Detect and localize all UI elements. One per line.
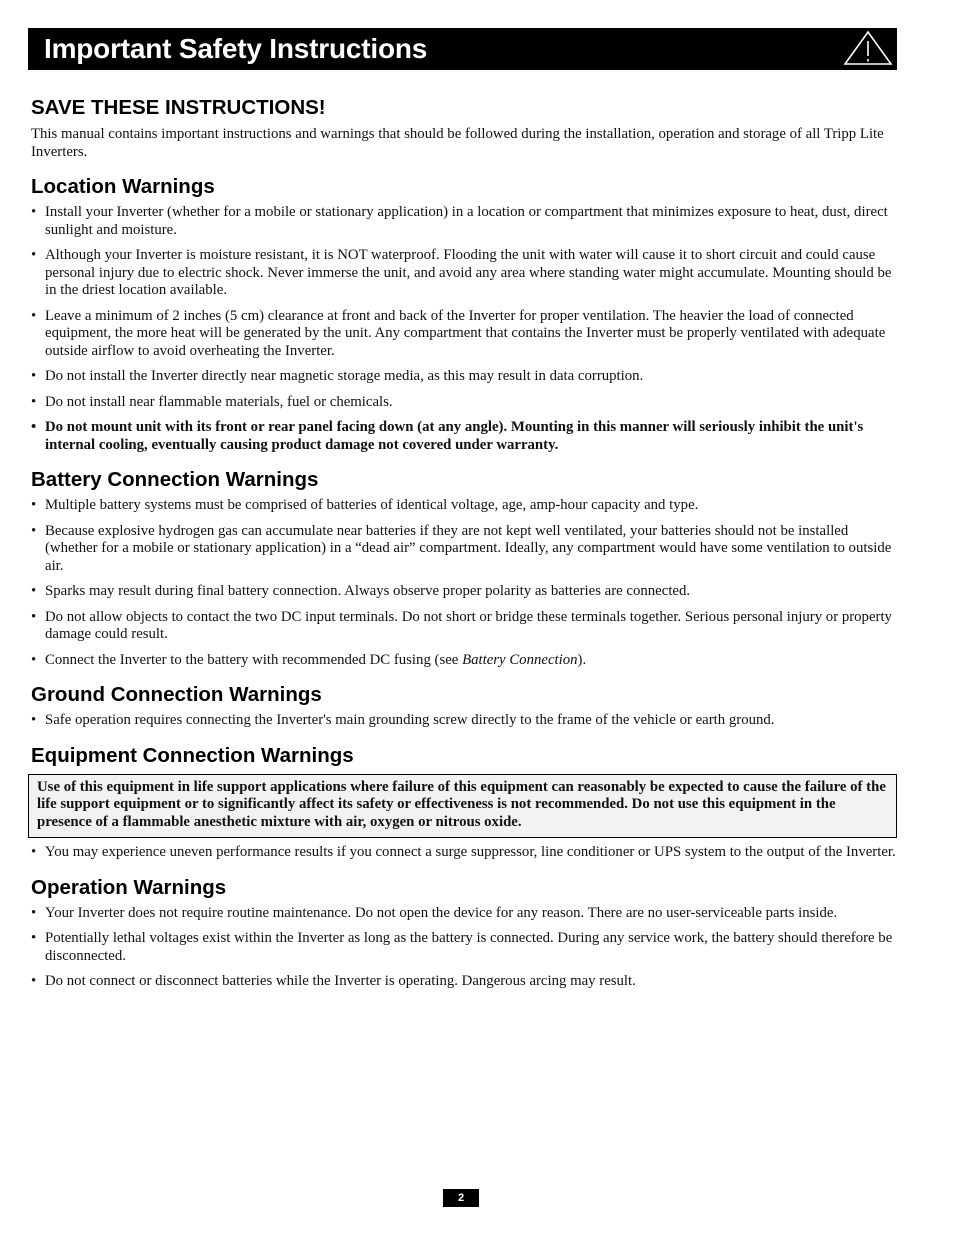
- list-item: • Multiple battery systems must be comprised of batteries of identical voltage, age, amp-hour capacity and type.: [31, 497, 897, 515]
- content: [31, 96, 897, 999]
- list-item: • Do not install the Inverter directly near magnetic storage media, as this may result in data corruption.: [31, 368, 897, 386]
- list-item: • Do not mount unit with its front or rear panel facing down (at any angle). Mounting in this manner will seriously inhibit the unit's internal cooling, eventually causing product damage not covered under warranty.: [31, 419, 897, 454]
- list-item: • Install your Inverter (whether for a mobile or stationary application) in a location or compartment that minimizes exposure to heat, dust, direct sunlight and moisture.: [31, 204, 897, 239]
- battery-heading: Battery Connection Warnings: [31, 468, 319, 491]
- battery-list: [31, 497, 897, 669]
- location-list: [31, 204, 897, 454]
- save-heading: SAVE THESE INSTRUCTIONS!: [31, 96, 326, 119]
- fusing-text-end: ).: [577, 651, 587, 668]
- page-title: Important Safety Instructions: [44, 33, 428, 64]
- battery-connection-reference: Battery Connection: [462, 651, 578, 668]
- ground-list: [31, 712, 897, 730]
- list-item: • You may experience uneven performance results if you connect a surge suppressor, line conditioner or UPS system to the output of the Inverter.: [31, 844, 897, 862]
- operation-list: [31, 905, 897, 991]
- fusing-text: Connect the Inverter to the battery with recommended DC fusing (see: [45, 651, 463, 668]
- list-item: • Do not connect or disconnect batteries while the Inverter is operating. Dangerous arcing may result.: [31, 973, 897, 991]
- intro-paragraph: This manual contains important instructions and warnings that should be followed during the installation, operation and storage of all Tripp Lite Inverters.: [31, 126, 884, 160]
- list-item: • Your Inverter does not require routine maintenance. Do not open the device for any reason. There are no user-serviceable parts inside.: [31, 905, 897, 923]
- list-item: • Do not install near flammable materials, fuel or chemicals.: [31, 394, 897, 412]
- warning-triangle-icon: [843, 30, 893, 66]
- list-item: • Although your Inverter is moisture resistant, it is NOT waterproof. Flooding the unit with water will cause it to short circuit and could cause personal injury due to electric shock. Never immerse the unit, and avoid any area where standing water might accumulate. Mounting should be in the driest location available.: [31, 247, 897, 300]
- page-number: 2: [443, 1189, 479, 1207]
- operation-heading: Operation Warnings: [31, 875, 227, 899]
- location-heading: Location Warnings: [31, 175, 215, 198]
- equipment-heading: Equipment Connection Warnings: [31, 743, 354, 767]
- list-item: • Potentially lethal voltages exist within the Inverter as long as the battery is connected. During any service work, the battery should therefore be disconnected.: [31, 930, 897, 965]
- list-item: • Because explosive hydrogen gas can accumulate near batteries if they are not kept well ventilated, your batteries should not be installed (whether for a mobile or stationary application) in a “dead air” compartment. Ideally, any compartment would have some ventilation to outside air.: [31, 523, 897, 576]
- ground-heading: Ground Connection Warnings: [31, 683, 322, 706]
- equipment-list: [31, 844, 897, 862]
- list-item: • Sparks may result during final battery connection. Always observe proper polarity as batteries are connected.: [31, 583, 897, 601]
- list-item: • Do not allow objects to contact the two DC input terminals. Do not short or bridge these terminals together. Serious personal injury or property damage could result.: [31, 609, 897, 644]
- life-support-notice: Use of this equipment in life support applications where failure of this equipment can reasonably be expected to cause the failure of the life support equipment or to significantly affect its safety or effectiveness is not recommended. Do not use this equipment in the presence of a flammable anesthetic mixture with air, oxygen or nitrous oxide.: [28, 774, 897, 839]
- title-bar: [28, 28, 897, 70]
- list-item: [31, 652, 897, 670]
- list-item: • Leave a minimum of 2 inches (5 cm) clearance at front and back of the Inverter for proper ventilation. The heavier the load of connected equipment, the more heat will be generated by the unit. Any compartment that contains the Inverter must be properly ventilated with adequate outside airflow to avoid overheating the Inverter.: [31, 308, 897, 361]
- list-item: • Safe operation requires connecting the Inverter's main grounding screw directly to the frame of the vehicle or earth ground.: [31, 712, 897, 730]
